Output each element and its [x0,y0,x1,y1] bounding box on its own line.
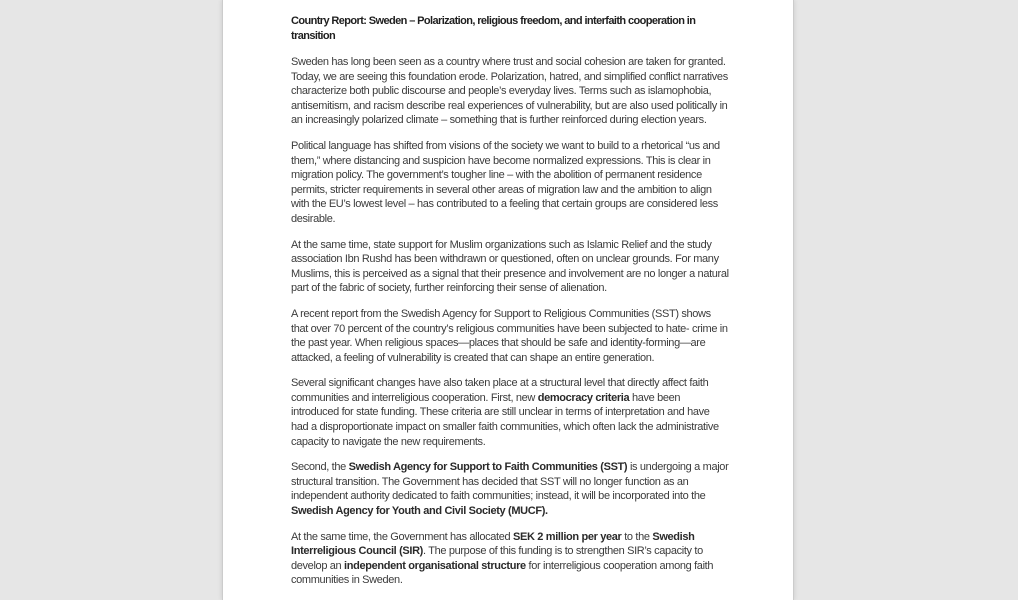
text-run: Second, the [291,461,349,474]
paragraph [291,376,729,449]
bold-text-run: democracy criteria [537,391,630,404]
document-title: Country Report: Sweden – Polarization, religious freedom, and interfaith cooperation in transition [291,15,696,42]
document-content [223,0,793,588]
paragraph [291,238,729,296]
paragraph [291,139,729,227]
text-run: A recent report from the Swedish Agency for Support to Religious Communities (SST) shows that over 70 percent of the country’s religious communities have been subjected to hate- crime in the past year. When religious spaces—places that should be safe and identity-forming—are attacked, a feeling of vulnerability is created that can shape an entire generation. [291,307,728,364]
bold-text-run: Swedish Agency for Support to Faith Communities (SST) [348,461,628,474]
text-run: . The purpose of this funding is to strengthen SIR’s capacity to develop an [291,545,703,572]
document-body [291,55,729,588]
text-run: have been introduced for state funding. These criteria are still unclear in terms of interpretation and have had a disproportionate impact on smaller faith communities, which often lack the administrative capacity to navigate the new requirements. [291,391,719,448]
text-run: Sweden has long been seen as a country where trust and social cohesion are taken for granted. Today, we are seeing this foundation erode. Polarization, hatred, and simplified conflict narratives characterize both public discourse and people’s everyday lives. Terms such as islamophobia, antisemitism, and racism describe real experiences of vulnerability, but are also used politically in an increasingly polarized climate – something that is further reinforced during election years. [291,56,728,127]
paragraph [291,55,729,128]
text-run: to the [621,530,653,543]
text-run: Political language has shifted from visions of the society we want to build to a rhetorical “us and them,” where distancing and suspicion have become normalized expressions. This is clear in migration policy. The government’s tougher line – with the abolition of permanent residence permits, stricter requirements in several other areas of migration law and the ambition to align with the EU’s lowest level – has contributed to a feeling that certain groups are considered less desirable. [291,139,720,225]
document-page[interactable] [222,0,794,600]
text-run: At the same time, state support for Muslim organizations such as Islamic Relief and the study association Ibn Rushd has been withdrawn or questioned, often on unclear grounds. For many Muslims, this is perceived as a signal that their presence and involvement are no longer a natural part of the fabric of society, further reinforcing their sense of alienation. [291,238,729,295]
bold-text-run: SEK 2 million per year [513,530,622,543]
bold-text-run: independent organisational structure [344,559,526,572]
text-run: At the same time, the Government has allocated [291,530,514,543]
paragraph [291,530,729,588]
bold-text-run: Swedish Agency for Youth and Civil Society (MUCF). [291,505,548,518]
text-run: Several significant changes have also taken place at a structural level that directly affect faith communities and interreligious cooperation. First, new [291,377,709,404]
paragraph [291,460,729,518]
text-run: for interreligious cooperation among faith communities in Sweden. [291,559,714,587]
text-run: is undergoing a major structural transition. The Government has decided that SST will no longer function as an independent authority dedicated to faith communities; instead, it will be incorporated into the [291,461,729,503]
paragraph [291,307,729,365]
bold-text-run: Swedish Interreligious Council (SIR) [291,530,695,558]
